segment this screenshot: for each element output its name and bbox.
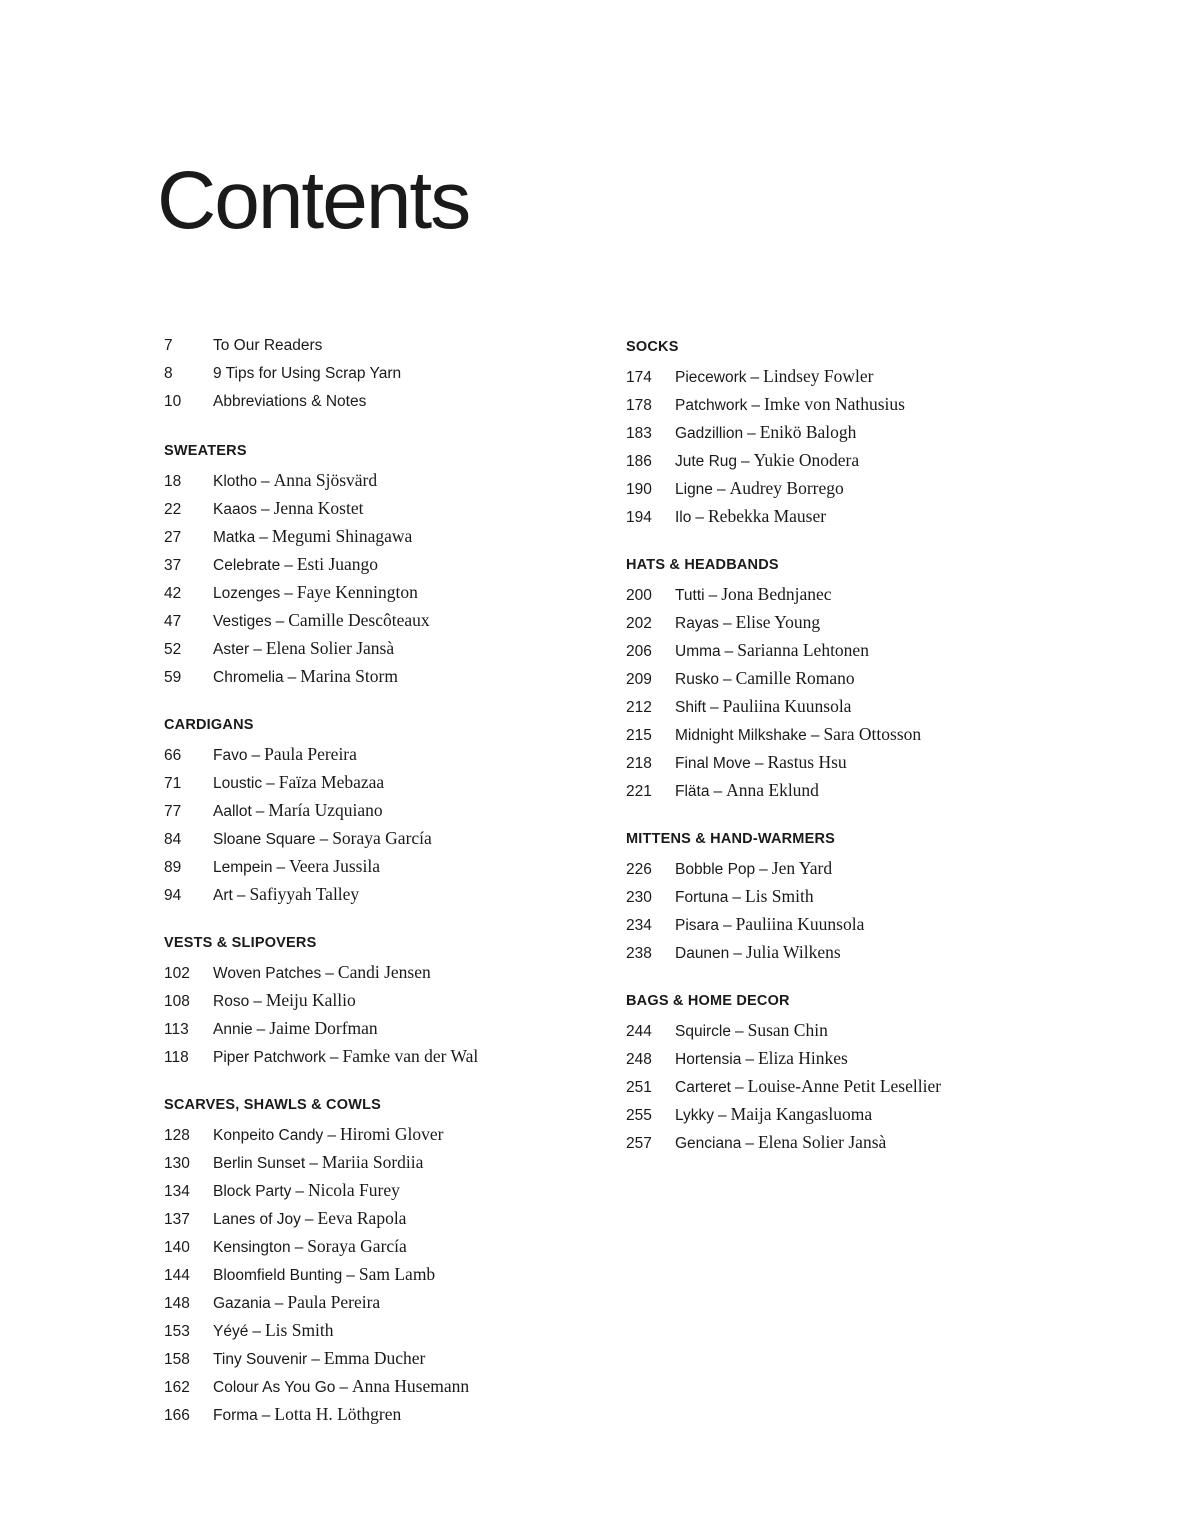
- entry-title: Matka: [213, 529, 256, 546]
- entry-title: Piper Patchwork: [213, 1049, 326, 1066]
- toc-entry[interactable]: [626, 748, 941, 776]
- dash-separator: –: [255, 803, 265, 820]
- page-number: 108: [164, 993, 190, 1010]
- toc-entry[interactable]: [626, 1016, 941, 1044]
- dash-separator: –: [251, 747, 261, 764]
- toc-entry[interactable]: [626, 474, 941, 502]
- page-number: 8: [164, 365, 173, 382]
- entry-title: Abbreviations & Notes: [213, 393, 367, 410]
- entry-author: Candi Jensen: [337, 962, 431, 982]
- entry-title: Bobble Pop: [675, 861, 756, 878]
- page-number: 209: [626, 671, 652, 688]
- page-number: 37: [164, 557, 182, 574]
- page-number: 174: [626, 369, 652, 386]
- page-number: 230: [626, 889, 652, 906]
- left-column: [164, 332, 478, 1428]
- toc-entry[interactable]: [164, 522, 478, 550]
- toc-entry[interactable]: [626, 636, 941, 664]
- toc-entry[interactable]: [626, 692, 941, 720]
- section-heading: MITTENS & HAND-WARMERS: [626, 831, 836, 847]
- toc-entry[interactable]: [626, 580, 941, 608]
- dash-separator: –: [261, 1407, 271, 1424]
- entry-author: Anna Eklund: [726, 780, 819, 800]
- entry-author: Veera Jussila: [289, 856, 380, 876]
- toc-entry[interactable]: [164, 332, 478, 360]
- entry-author: Louise-Anne Petit Lesellier: [747, 1076, 942, 1096]
- toc-entry[interactable]: [164, 1120, 478, 1148]
- dash-separator: –: [266, 775, 275, 792]
- page-number: 118: [164, 1049, 189, 1066]
- entry-title: 9 Tips for Using Scrap Yarn: [213, 365, 402, 382]
- toc-entry[interactable]: [164, 1232, 478, 1260]
- page-number: 153: [164, 1323, 190, 1340]
- entry-title: Annie: [213, 1021, 253, 1038]
- dash-separator: –: [256, 1021, 266, 1038]
- toc-entry[interactable]: [164, 388, 478, 416]
- entry-author: Nicola Furey: [308, 1180, 400, 1200]
- entry-title: Fläta: [675, 783, 710, 800]
- entry-title: Yéyé: [213, 1323, 249, 1340]
- dash-separator: –: [810, 727, 820, 744]
- toc-section: [626, 332, 941, 530]
- entry-title: Ligne: [675, 481, 713, 498]
- entry-author: Emma Ducher: [323, 1348, 426, 1368]
- entry-title: Lanes of Joy: [213, 1211, 301, 1228]
- toc-entry[interactable]: [164, 550, 478, 578]
- page-number: 77: [164, 803, 182, 820]
- entry-title: Umma: [675, 643, 721, 660]
- entry-author: Sam Lamb: [358, 1264, 436, 1284]
- toc-entry[interactable]: [164, 634, 478, 662]
- page-number: 226: [626, 861, 652, 878]
- entry-title: Carteret: [675, 1079, 731, 1096]
- entry-author: Lis Smith: [264, 1320, 334, 1340]
- toc-entry[interactable]: [164, 740, 478, 768]
- entry-title: Lozenges: [213, 585, 281, 602]
- dash-separator: –: [260, 473, 270, 490]
- entry-author: Elise Young: [735, 612, 821, 632]
- toc-section: [626, 986, 941, 1156]
- toc-entry[interactable]: [164, 824, 478, 852]
- page-number: 137: [164, 1211, 190, 1228]
- entry-title: Piecework: [675, 369, 747, 386]
- entry-title: Rusko: [675, 671, 719, 688]
- toc-entry[interactable]: [164, 1372, 478, 1400]
- entry-title: Berlin Sunset: [213, 1155, 306, 1172]
- entry-author: Susan Chin: [747, 1020, 828, 1040]
- entry-title: Vestiges: [213, 613, 272, 630]
- page-number: 212: [626, 699, 652, 716]
- entry-author: Marina Storm: [300, 666, 398, 686]
- toc-entry[interactable]: [626, 720, 941, 748]
- dash-separator: –: [718, 1107, 727, 1124]
- entry-title: Gazania: [213, 1295, 271, 1312]
- entry-author: Meiju Kallio: [265, 990, 356, 1010]
- page-number: 234: [626, 917, 652, 934]
- dash-separator: –: [319, 831, 329, 848]
- page-number: 102: [164, 965, 190, 982]
- dash-separator: –: [750, 369, 760, 386]
- dash-separator: –: [252, 1323, 261, 1340]
- entry-author: Maija Kangasluoma: [730, 1104, 873, 1124]
- toc-entry[interactable]: [626, 664, 941, 692]
- entry-author: María Uzquiano: [268, 800, 383, 820]
- dash-separator: –: [295, 1183, 305, 1200]
- page-number: 194: [626, 509, 652, 526]
- dash-separator: –: [276, 859, 286, 876]
- entry-author: Jona Bednjanec: [721, 584, 832, 604]
- toc-entry[interactable]: [626, 418, 941, 446]
- toc-section: [164, 1090, 478, 1428]
- page-number: 52: [164, 641, 182, 658]
- section-heading: SWEATERS: [164, 443, 247, 459]
- entry-title: To Our Readers: [213, 337, 323, 354]
- toc-entry[interactable]: [164, 1042, 478, 1070]
- page-number: 221: [626, 783, 652, 800]
- page-number: 89: [164, 859, 182, 876]
- page-number: 162: [164, 1379, 190, 1396]
- dash-separator: –: [325, 965, 334, 982]
- toc-entry[interactable]: [626, 938, 941, 966]
- dash-separator: –: [275, 613, 285, 630]
- toc-entry[interactable]: [626, 910, 941, 938]
- dash-separator: –: [346, 1267, 355, 1284]
- dash-separator: –: [260, 501, 270, 518]
- dash-separator: –: [732, 889, 742, 906]
- toc-entry[interactable]: [164, 606, 478, 634]
- toc-entry[interactable]: [164, 1344, 478, 1372]
- entry-title: Colour As You Go: [213, 1379, 336, 1396]
- page-number: 190: [626, 481, 652, 498]
- entry-title: Loustic: [213, 775, 263, 792]
- toc-entry[interactable]: [626, 882, 941, 910]
- dash-separator: –: [236, 887, 246, 904]
- entry-title: Midnight Milkshake: [675, 727, 807, 744]
- page-number: 255: [626, 1107, 652, 1124]
- entry-title: Aallot: [213, 803, 252, 820]
- entry-title: Roso: [213, 993, 250, 1010]
- entry-author: Famke van der Wal: [342, 1046, 479, 1066]
- toc-entry[interactable]: [164, 1400, 478, 1428]
- dash-separator: –: [304, 1211, 314, 1228]
- entry-title: Art: [213, 887, 233, 904]
- page-number: 27: [164, 529, 182, 546]
- page-number: 7: [164, 337, 173, 354]
- section-heading: CARDIGANS: [164, 717, 254, 733]
- entry-title: Daunen: [675, 945, 730, 962]
- page-number: 94: [164, 887, 182, 904]
- entry-title: Tiny Souvenir: [213, 1351, 308, 1368]
- entry-title: Lykky: [675, 1107, 715, 1124]
- toc-entry[interactable]: [164, 662, 478, 690]
- toc-entry[interactable]: [164, 466, 478, 494]
- entry-author: Soraya García: [332, 828, 432, 848]
- page-number: 10: [164, 393, 182, 410]
- entry-author: Elena Solier Jansà: [265, 638, 395, 658]
- entry-author: Imke von Nathusius: [764, 394, 905, 414]
- page-number: 134: [164, 1183, 190, 1200]
- section-heading: HATS & HEADBANDS: [626, 557, 779, 573]
- toc-entry[interactable]: [164, 958, 478, 986]
- toc-section: [626, 824, 941, 966]
- dash-separator: –: [741, 453, 750, 470]
- entry-title: Favo: [213, 747, 248, 764]
- dash-separator: –: [710, 699, 719, 716]
- dash-separator: –: [751, 397, 760, 414]
- page-number: 84: [164, 831, 182, 848]
- entry-title: Klotho: [213, 473, 257, 490]
- dash-separator: –: [708, 587, 718, 604]
- entry-title: Celebrate: [213, 557, 281, 574]
- section-heading: BAGS & HOME DECOR: [626, 993, 790, 1009]
- toc-entry[interactable]: [626, 1100, 941, 1128]
- page-number: 215: [626, 727, 652, 744]
- dash-separator: –: [754, 755, 764, 772]
- entry-author: Paula Pereira: [264, 744, 357, 764]
- page-number: 18: [164, 473, 182, 490]
- dash-separator: –: [284, 585, 293, 602]
- page-number: 186: [626, 453, 652, 470]
- toc-section: [164, 928, 478, 1070]
- page-number: 47: [164, 613, 182, 630]
- toc-entry[interactable]: [164, 1176, 478, 1204]
- entry-title: Final Move: [675, 755, 751, 772]
- entry-author: Sarianna Lehtonen: [737, 640, 869, 660]
- entry-author: Yukie Onodera: [753, 450, 860, 470]
- page-number: 178: [626, 397, 652, 414]
- right-column: [626, 332, 941, 1156]
- entry-title: Patchwork: [675, 397, 748, 414]
- dash-separator: –: [284, 557, 293, 574]
- page-number: 202: [626, 615, 652, 632]
- entry-author: Eeva Rapola: [317, 1208, 407, 1228]
- entry-author: Jenna Kostet: [273, 498, 364, 518]
- toc-section: [164, 710, 478, 908]
- section-heading: SOCKS: [626, 339, 679, 355]
- page-number: 148: [164, 1295, 190, 1312]
- entry-author: Megumi Shinagawa: [271, 526, 413, 546]
- toc-entry[interactable]: [164, 1260, 478, 1288]
- page-number: 218: [626, 755, 652, 772]
- entry-title: Forma: [213, 1407, 258, 1424]
- page-number: 251: [626, 1079, 652, 1096]
- entry-title: Tutti: [675, 587, 705, 604]
- toc-entry[interactable]: [164, 1288, 478, 1316]
- dash-separator: –: [716, 481, 726, 498]
- dash-separator: –: [274, 1295, 284, 1312]
- page-number: 130: [164, 1155, 190, 1172]
- dash-separator: –: [722, 615, 732, 632]
- section-heading: VESTS & SLIPOVERS: [164, 935, 317, 951]
- entry-author: Pauliina Kuunsola: [735, 914, 865, 934]
- entry-author: Esti Juango: [296, 554, 379, 574]
- page-number: 248: [626, 1051, 652, 1068]
- toc-entry[interactable]: [164, 852, 478, 880]
- dash-separator: –: [722, 917, 732, 934]
- page-number: 22: [164, 501, 182, 518]
- dash-separator: –: [259, 529, 268, 546]
- page-number: 128: [164, 1127, 190, 1144]
- dash-separator: –: [745, 1051, 754, 1068]
- dash-separator: –: [311, 1351, 320, 1368]
- toc-entry[interactable]: [626, 776, 941, 804]
- dash-separator: –: [759, 861, 768, 878]
- entry-author: Safiyyah Talley: [249, 884, 360, 904]
- entry-title: Genciana: [675, 1135, 742, 1152]
- entry-title: Lempein: [213, 859, 273, 876]
- toc-section: [626, 550, 941, 804]
- intro-list: [164, 332, 478, 416]
- entry-author: Jen Yard: [771, 858, 833, 878]
- dash-separator: –: [329, 1049, 339, 1066]
- toc-entry[interactable]: [164, 1204, 478, 1232]
- entry-author: Faye Kennington: [296, 582, 418, 602]
- page-number: 257: [626, 1135, 652, 1152]
- dash-separator: –: [253, 993, 262, 1010]
- entry-author: Anna Husemann: [352, 1376, 470, 1396]
- toc-entry[interactable]: [164, 494, 478, 522]
- dash-separator: –: [253, 641, 262, 658]
- dash-separator: –: [745, 1135, 754, 1152]
- entry-author: Hiromi Glover: [339, 1124, 444, 1144]
- entry-author: Camille Descôteaux: [288, 610, 430, 630]
- entry-author: Anna Sjösvärd: [273, 470, 378, 490]
- dash-separator: –: [735, 1023, 744, 1040]
- page-title: Contents: [157, 155, 470, 246]
- page-number: 71: [164, 775, 182, 792]
- page-number: 42: [164, 585, 182, 602]
- toc-entry[interactable]: [164, 986, 478, 1014]
- entry-author: Lindsey Fowler: [763, 366, 874, 386]
- toc-entry[interactable]: [626, 502, 941, 530]
- dash-separator: –: [713, 783, 723, 800]
- entry-title: Aster: [213, 641, 250, 658]
- dash-separator: –: [695, 509, 704, 526]
- entry-author: Rastus Hsu: [767, 752, 847, 772]
- page-number: 113: [164, 1021, 189, 1038]
- entry-author: Julia Wilkens: [745, 942, 841, 962]
- page-number: 238: [626, 945, 652, 962]
- entry-author: Eliza Hinkes: [757, 1048, 848, 1068]
- entry-author: Elena Solier Jansà: [757, 1132, 887, 1152]
- page-number: 183: [626, 425, 652, 442]
- toc-entry[interactable]: [626, 446, 941, 474]
- entry-author: Audrey Borrego: [729, 478, 844, 498]
- entry-title: Jute Rug: [675, 453, 738, 470]
- page-number: 200: [626, 587, 652, 604]
- dash-separator: –: [309, 1155, 318, 1172]
- entry-author: Rebekka Mauser: [708, 506, 827, 526]
- page-number: 206: [626, 643, 652, 660]
- toc-entry[interactable]: [164, 768, 478, 796]
- dash-separator: –: [735, 1079, 744, 1096]
- page-number: 59: [164, 669, 182, 686]
- entry-author: Jaime Dorfman: [269, 1018, 378, 1038]
- dash-separator: –: [327, 1127, 336, 1144]
- entry-title: Ilo: [675, 509, 692, 526]
- entry-title: Fortuna: [675, 889, 729, 906]
- entry-title: Kaaos: [213, 501, 257, 518]
- entry-title: Chromelia: [213, 669, 284, 686]
- entry-author: Pauliina Kuunsola: [722, 696, 852, 716]
- entry-author: Soraya García: [307, 1236, 407, 1256]
- dash-separator: –: [733, 945, 742, 962]
- entry-title: Bloomfield Bunting: [213, 1267, 343, 1284]
- toc-entry[interactable]: [626, 390, 941, 418]
- entry-title: Sloane Square: [213, 831, 316, 848]
- entry-title: Block Party: [213, 1183, 292, 1200]
- entry-title: Kensington: [213, 1239, 291, 1256]
- toc-entry[interactable]: [164, 880, 478, 908]
- toc-entry[interactable]: [626, 1072, 941, 1100]
- toc-entry[interactable]: [626, 362, 941, 390]
- page-number: 144: [164, 1267, 190, 1284]
- toc-entry[interactable]: [164, 1014, 478, 1042]
- entry-title: Shift: [675, 699, 707, 716]
- page-number: 66: [164, 747, 182, 764]
- entry-author: Enikö Balogh: [759, 422, 857, 442]
- entry-title: Hortensia: [675, 1051, 742, 1068]
- entry-title: Pisara: [675, 917, 719, 934]
- dash-separator: –: [287, 669, 297, 686]
- page-number: 140: [164, 1239, 190, 1256]
- dash-separator: –: [722, 671, 732, 688]
- page-number: 244: [626, 1023, 652, 1040]
- dash-separator: –: [747, 425, 756, 442]
- entry-title: Rayas: [675, 615, 719, 632]
- entry-author: Faïza Mebazaa: [278, 772, 385, 792]
- entry-author: Camille Romano: [735, 668, 855, 688]
- toc-entry[interactable]: [626, 1128, 941, 1156]
- entry-title: Squircle: [675, 1023, 731, 1040]
- page-number: 166: [164, 1407, 190, 1424]
- dash-separator: –: [294, 1239, 304, 1256]
- entry-title: Konpeito Candy: [213, 1127, 324, 1144]
- dash-separator: –: [724, 643, 734, 660]
- toc-entry[interactable]: [626, 1044, 941, 1072]
- toc-entry[interactable]: [164, 1316, 478, 1344]
- entry-author: Paula Pereira: [287, 1292, 381, 1312]
- entry-title: Gadzillion: [675, 425, 744, 442]
- dash-separator: –: [339, 1379, 348, 1396]
- toc-entry[interactable]: [164, 360, 478, 388]
- entry-title: Woven Patches: [213, 965, 322, 982]
- entry-author: Sara Ottosson: [823, 724, 922, 744]
- entry-author: Mariia Sordiia: [321, 1152, 424, 1172]
- page-number: 158: [164, 1351, 190, 1368]
- entry-author: Lotta H. Löthgren: [274, 1404, 402, 1424]
- entry-author: Lis Smith: [745, 886, 814, 906]
- toc-entry[interactable]: [626, 608, 941, 636]
- toc-entry[interactable]: [626, 854, 941, 882]
- toc-section: [164, 436, 478, 690]
- toc-entry[interactable]: [164, 578, 478, 606]
- section-heading: SCARVES, SHAWLS & COWLS: [164, 1097, 382, 1113]
- toc-entry[interactable]: [164, 796, 478, 824]
- toc-entry[interactable]: [164, 1148, 478, 1176]
